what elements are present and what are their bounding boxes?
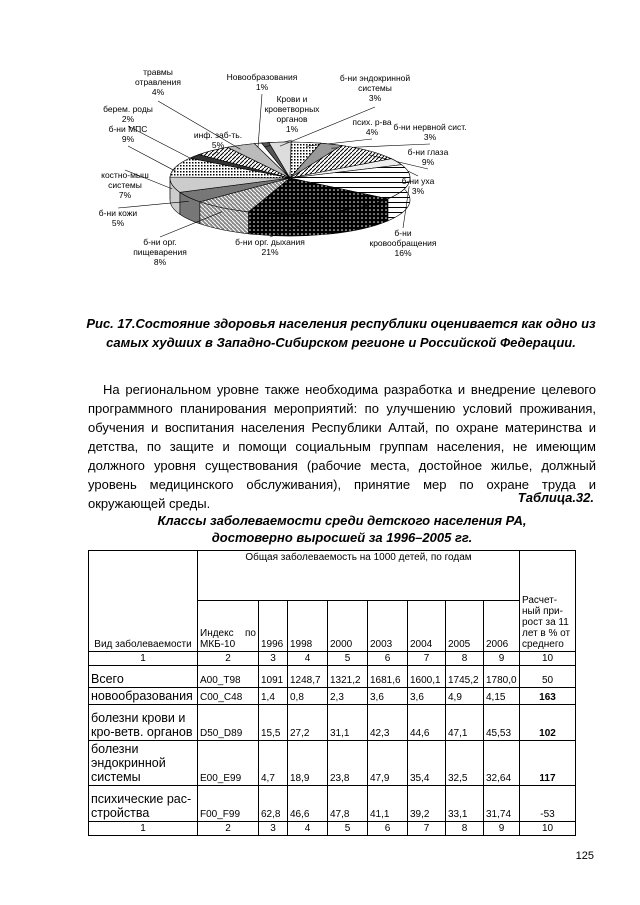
row-name: Всего	[89, 666, 198, 688]
row-code: C00_C48	[198, 688, 259, 705]
figure-caption: Рис. 17.Состояние здоровья населения республики оценивается как одно из самых худших в Западно-Сибирском регионе и Российской Федерации.	[86, 316, 596, 350]
column-number: 1	[89, 822, 198, 836]
growth-cell: 50	[520, 666, 576, 688]
column-number: 6	[368, 652, 408, 666]
cell: 35,4	[408, 741, 446, 786]
cell: 44,6	[408, 705, 446, 741]
pie-slice-label: травмы отравления 4%	[135, 67, 181, 97]
header-year: 2006	[484, 601, 520, 652]
pie-slice-label: б-ни орг. дыхания 21%	[235, 237, 305, 257]
row-code: A00_T98	[198, 666, 259, 688]
header-year: 2004	[408, 601, 446, 652]
cell: 1,4	[259, 688, 288, 705]
cell: 33,1	[446, 786, 484, 822]
header-year: 2005	[446, 601, 484, 652]
cell: 41,1	[368, 786, 408, 822]
cell: 31,74	[484, 786, 520, 822]
table-title-line-2: достоверно выросшей за 1996–2005 гг.	[211, 530, 473, 545]
growth-cell: 102	[520, 705, 576, 741]
pie-slice-label: б-ни эндокринной системы 3%	[339, 73, 411, 103]
column-number: 2	[198, 822, 259, 836]
table-row	[89, 666, 576, 688]
table-label: Таблица.32.	[517, 490, 594, 505]
cell: 46,6	[288, 786, 328, 822]
row-code: F00_F99	[198, 786, 259, 822]
header-index: Индекс по МКБ-10	[198, 601, 259, 652]
cell: 4,7	[259, 741, 288, 786]
cell: 1091	[259, 666, 288, 688]
table-title	[88, 512, 596, 546]
pie-slice-label: костно-мыш системы 7%	[101, 170, 149, 200]
row-name: болезни крови и кро-ветв. органов	[89, 705, 198, 741]
cell: 42,3	[368, 705, 408, 741]
column-number: 9	[484, 652, 520, 666]
cell: 47,9	[368, 741, 408, 786]
morbidity-table	[88, 550, 576, 836]
cell: 4,9	[446, 688, 484, 705]
cell: 1600,1	[408, 666, 446, 688]
growth-cell: -53	[520, 786, 576, 822]
header-year: 1998	[288, 601, 328, 652]
column-number: 10	[520, 652, 576, 666]
pie-slice-label: б-ни уха 3%	[401, 176, 435, 196]
table-row	[89, 688, 576, 705]
row-code: D50_D89	[198, 705, 259, 741]
pie-slice-label: б-ни нервной сист. 3%	[393, 122, 467, 142]
pie-leader-line	[258, 94, 262, 147]
pie-slice-label: б-ни кровообращения 16%	[369, 228, 437, 258]
cell: 1745,2	[446, 666, 484, 688]
header-general: Общая заболеваемость на 1000 детей, по годам	[198, 551, 520, 601]
row-name: болезни эндокринной системы	[89, 741, 198, 786]
column-number: 9	[484, 822, 520, 836]
pie-leader-line	[128, 146, 176, 171]
cell: 62,8	[259, 786, 288, 822]
growth-cell: 163	[520, 688, 576, 705]
pie-slice-label: б-ни орг. пищеварения 8%	[133, 237, 187, 267]
table-title-line-1: Классы заболеваемости среди детского населения РА,	[157, 513, 527, 528]
cell: 47,1	[446, 705, 484, 741]
column-number: 1	[89, 652, 198, 666]
header-year: 2003	[368, 601, 408, 652]
cell: 1248,7	[288, 666, 328, 688]
row-name: новообразования	[89, 688, 198, 705]
cell: 45,53	[484, 705, 520, 741]
pie-slice-label: псих. р-ва 4%	[352, 117, 392, 137]
column-number: 3	[259, 652, 288, 666]
cell: 1780,0	[484, 666, 520, 688]
column-number: 8	[446, 822, 484, 836]
header-year: 1996	[259, 601, 288, 652]
column-number: 5	[328, 822, 368, 836]
pie-slice-label: Крови и кроветворных органов 1%	[264, 94, 320, 134]
header-type: Вид заболеваемости	[89, 551, 198, 652]
cell: 32,64	[484, 741, 520, 786]
pie-slice-label: инф. заб-ть. 5%	[193, 130, 243, 150]
column-number: 10	[520, 822, 576, 836]
pie-slice-label: б-ни кожи 5%	[98, 208, 138, 228]
cell: 1681,6	[368, 666, 408, 688]
cell: 23,8	[328, 741, 368, 786]
cell: 3,6	[368, 688, 408, 705]
row-code: E00_E99	[198, 741, 259, 786]
pie-leader-line	[158, 101, 243, 150]
table-row	[89, 741, 576, 786]
pie-slice-label: б-ни МПС 9%	[108, 124, 148, 144]
cell: 2,3	[328, 688, 368, 705]
column-number: 5	[328, 652, 368, 666]
cell: 39,2	[408, 786, 446, 822]
table-row	[89, 705, 576, 741]
cell: 47,8	[328, 786, 368, 822]
cell: 32,5	[446, 741, 484, 786]
growth-cell: 117	[520, 741, 576, 786]
header-growth: Расчет-ный при-рост за 11 лет в % от среднего	[520, 551, 576, 652]
cell: 0,8	[288, 688, 328, 705]
cell: 18,9	[288, 741, 328, 786]
row-name: психические рас-стройства	[89, 786, 198, 822]
body-paragraph: На региональном уровне также необходима разработка и внедрение целевого программного планирования мероприятий: по улучшению условий проживания, обучения и воспитания населения Республики Алтай, по охране материнства и детства, по защите и помощи социальным группам населения, не имеющим должного уровня существования (рабочие места, достойное жилье, должный уровень медицинского обслуживания), принятие мер по охране труда и окружающей среды.	[88, 382, 596, 511]
pie-slice-label: берем. роды 2%	[103, 104, 153, 124]
pie-slice-label: б-ни глаза 9%	[407, 147, 449, 167]
column-number: 2	[198, 652, 259, 666]
column-number: 8	[446, 652, 484, 666]
header-year: 2000	[328, 601, 368, 652]
cell: 3,6	[408, 688, 446, 705]
table-row	[89, 786, 576, 822]
column-number: 4	[288, 822, 328, 836]
cell: 27,2	[288, 705, 328, 741]
cell: 31,1	[328, 705, 368, 741]
column-number: 4	[288, 652, 328, 666]
pie-slice-label: Новообразования 1%	[226, 72, 298, 92]
cell: 4,15	[484, 688, 520, 705]
cell: 1321,2	[328, 666, 368, 688]
cell: 15,5	[259, 705, 288, 741]
column-number: 7	[408, 822, 446, 836]
column-number: 6	[368, 822, 408, 836]
column-number: 3	[259, 822, 288, 836]
column-number: 7	[408, 652, 446, 666]
page-number: 125	[575, 850, 594, 862]
pie-chart	[0, 0, 640, 300]
